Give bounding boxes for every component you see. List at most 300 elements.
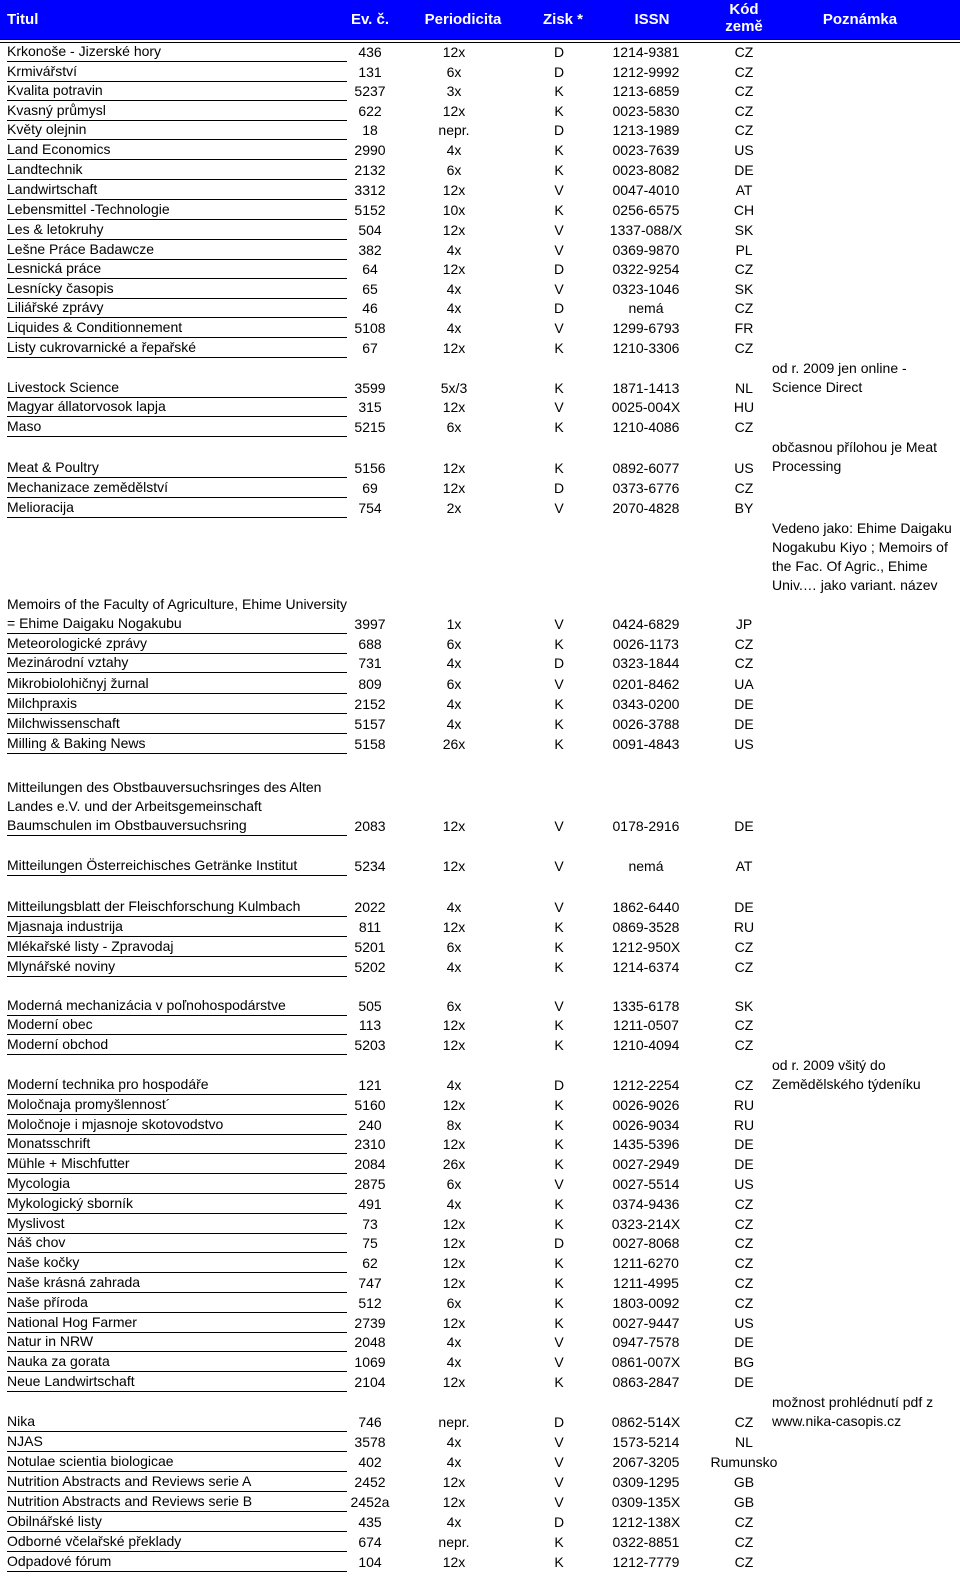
cell-ev-c: 73 bbox=[362, 1216, 378, 1232]
cell-periodicita: 4x bbox=[446, 655, 462, 671]
cell-ev-c: 2990 bbox=[354, 142, 386, 158]
cell-titul: Neue Landwirtschaft bbox=[7, 1372, 347, 1392]
cell-zisk: K bbox=[554, 380, 564, 396]
table-row bbox=[0, 1493, 960, 1513]
cell-zisk: K bbox=[554, 636, 564, 652]
cell-zisk: K bbox=[554, 1196, 564, 1212]
cell-issn: 1573-5214 bbox=[612, 1434, 680, 1450]
cell-periodicita: 6x bbox=[446, 162, 462, 178]
cell-ev-c: 113 bbox=[358, 1017, 382, 1033]
cell-periodicita: 5x/3 bbox=[440, 380, 468, 396]
cell-kod-zeme: CZ bbox=[734, 419, 754, 435]
table-row bbox=[0, 1215, 960, 1235]
cell-issn: 1299-6793 bbox=[612, 320, 680, 336]
table-row bbox=[0, 201, 960, 221]
cell-zisk: V bbox=[554, 858, 564, 874]
cell-periodicita: 6x bbox=[446, 1176, 462, 1192]
cell-issn: 0424-6829 bbox=[612, 616, 680, 632]
cell-zisk: V bbox=[554, 1176, 564, 1192]
table-row bbox=[0, 1433, 960, 1453]
cell-ev-c: 512 bbox=[358, 1295, 382, 1311]
cell-kod-zeme: RU bbox=[733, 1117, 755, 1133]
cell-ev-c: 2452 bbox=[354, 1474, 386, 1490]
cell-titul: Lesnická práce bbox=[7, 259, 347, 279]
cell-issn: 0256-6575 bbox=[612, 202, 680, 218]
table-row bbox=[0, 1453, 960, 1473]
cell-ev-c: 811 bbox=[358, 919, 382, 935]
cell-zisk: V bbox=[554, 1334, 564, 1350]
table-row bbox=[0, 44, 960, 63]
table-row bbox=[0, 1274, 960, 1294]
cell-ev-c: 5234 bbox=[354, 858, 386, 874]
cell-issn: 0026-9026 bbox=[612, 1097, 680, 1113]
cell-periodicita: 26x bbox=[442, 1156, 466, 1172]
cell-periodicita: 12x bbox=[442, 1017, 466, 1033]
cell-zisk: K bbox=[554, 162, 564, 178]
cell-zisk: D bbox=[553, 64, 565, 80]
cell-titul: Milchwissenschaft bbox=[7, 714, 347, 734]
cell-ev-c: 65 bbox=[362, 281, 378, 297]
cell-issn: 1335-6178 bbox=[612, 998, 680, 1014]
cell-zisk: K bbox=[554, 736, 564, 752]
cell-issn: 1212-2254 bbox=[612, 1077, 680, 1093]
cell-titul: Mlékařské listy - Zpravodaj bbox=[7, 937, 347, 957]
cell-titul: Květy olejnin bbox=[7, 120, 347, 140]
table-row bbox=[0, 499, 960, 519]
cell-ev-c: 731 bbox=[358, 655, 382, 671]
cell-issn: 1211-0507 bbox=[613, 1017, 679, 1033]
cell-zisk: K bbox=[554, 202, 564, 218]
cell-periodicita: 6x bbox=[446, 998, 462, 1014]
table-row bbox=[0, 1096, 960, 1116]
table-row bbox=[0, 635, 960, 655]
cell-kod-zeme: CZ bbox=[734, 64, 754, 80]
table-row bbox=[0, 300, 960, 319]
cell-zisk: V bbox=[554, 1454, 564, 1470]
cell-zisk: V bbox=[554, 818, 564, 834]
cell-issn: nemá bbox=[628, 858, 664, 874]
cell-poznamka: možnost prohlédnutí pdf z www.nika-casopis.cz bbox=[772, 1394, 934, 1429]
cell-ev-c: 64 bbox=[362, 261, 378, 277]
cell-kod-zeme: CZ bbox=[734, 1037, 754, 1053]
cell-issn: 0309-135X bbox=[611, 1494, 681, 1510]
cell-zisk: V bbox=[554, 242, 564, 258]
table-row bbox=[0, 1294, 960, 1314]
cell-ev-c: 3578 bbox=[354, 1434, 386, 1450]
cell-ev-c: 435 bbox=[358, 1514, 382, 1530]
cell-titul: Nutrition Abstracts and Reviews serie B bbox=[7, 1492, 347, 1512]
cell-zisk: D bbox=[553, 1077, 565, 1093]
cell-zisk: V bbox=[554, 500, 564, 516]
cell-issn: 1212-138X bbox=[611, 1514, 681, 1530]
cell-kod-zeme: NL bbox=[735, 1434, 753, 1450]
cell-ev-c: 5237 bbox=[354, 83, 386, 99]
cell-titul: Landwirtschaft bbox=[7, 180, 347, 200]
cell-ev-c: 5156 bbox=[354, 460, 386, 476]
cell-issn: 0026-9034 bbox=[612, 1117, 680, 1133]
header-poznamka: Poznámka bbox=[822, 11, 898, 28]
cell-titul: Mezinárodní vztahy bbox=[7, 653, 347, 673]
cell-titul: Naše krásná zahrada bbox=[7, 1273, 347, 1293]
cell-issn: 0323-1844 bbox=[612, 655, 680, 671]
cell-kod-zeme: CZ bbox=[734, 122, 754, 138]
cell-poznamka: občasnou přílohou je Meat Processing bbox=[772, 439, 937, 474]
cell-periodicita: 4x bbox=[446, 281, 462, 297]
cell-titul: Mlynářské noviny bbox=[7, 957, 347, 977]
cell-zisk: V bbox=[554, 1434, 564, 1450]
cell-ev-c: 62 bbox=[362, 1255, 378, 1271]
cell-zisk: V bbox=[554, 998, 564, 1014]
cell-titul: Liliářské zprávy bbox=[7, 298, 347, 318]
cell-titul: Land Economics bbox=[7, 140, 347, 160]
cell-kod-zeme: GB bbox=[733, 1494, 755, 1510]
cell-issn: 1213-6859 bbox=[612, 83, 680, 99]
cell-kod-zeme: US bbox=[734, 736, 754, 752]
cell-ev-c: 315 bbox=[358, 399, 382, 415]
cell-periodicita: 6x bbox=[446, 676, 462, 692]
cell-periodicita: 12x bbox=[442, 480, 466, 496]
cell-periodicita: 12x bbox=[442, 818, 466, 834]
cell-titul: Monatsschrift bbox=[7, 1134, 347, 1154]
cell-periodicita: 4x bbox=[446, 142, 462, 158]
cell-issn: 0869-3528 bbox=[612, 919, 680, 935]
cell-periodicita: 4x bbox=[446, 959, 462, 975]
cell-ev-c: 75 bbox=[362, 1235, 378, 1251]
cell-titul: Moločnaja promyšlennost´ bbox=[7, 1095, 347, 1115]
cell-poznamka: Vedeno jako: Ehime Daigaku Nogakubu Kiyo ; Memoirs of the Fac. Of Agric., Ehime Univ.… jako variant. název bbox=[772, 520, 952, 593]
cell-kod-zeme: CZ bbox=[734, 1514, 754, 1530]
cell-issn: 0373-6776 bbox=[612, 480, 680, 496]
cell-kod-zeme: CZ bbox=[734, 1275, 754, 1291]
cell-periodicita: 4x bbox=[446, 1196, 462, 1212]
cell-kod-zeme: CH bbox=[733, 202, 755, 218]
cell-titul: Lebensmittel -Technologie bbox=[7, 200, 347, 220]
cell-kod-zeme: UA bbox=[734, 676, 754, 692]
cell-periodicita: 3x bbox=[446, 83, 462, 99]
cell-issn: 2070-4828 bbox=[612, 500, 680, 516]
cell-titul: Livestock Science bbox=[7, 378, 347, 398]
cell-zisk: D bbox=[553, 122, 565, 138]
cell-kod-zeme: CZ bbox=[734, 83, 754, 99]
table-row bbox=[0, 221, 960, 241]
cell-kod-zeme: CZ bbox=[734, 261, 754, 277]
cell-zisk: K bbox=[554, 340, 564, 356]
table-row bbox=[0, 141, 960, 161]
cell-kod-zeme: CZ bbox=[734, 1017, 754, 1033]
cell-periodicita: 12x bbox=[442, 1216, 466, 1232]
cell-issn: 0947-7578 bbox=[612, 1334, 680, 1350]
cell-periodicita: 6x bbox=[446, 939, 462, 955]
table-row bbox=[0, 978, 960, 1017]
cell-periodicita: 4x bbox=[446, 1354, 462, 1370]
cell-kod-zeme: CZ bbox=[734, 655, 754, 671]
cell-titul: Mycologia bbox=[7, 1174, 347, 1194]
table-row bbox=[0, 241, 960, 261]
table-row bbox=[0, 1056, 960, 1096]
cell-kod-zeme: US bbox=[734, 1176, 754, 1192]
table-row bbox=[0, 261, 960, 280]
cell-zisk: V bbox=[554, 616, 564, 632]
cell-ev-c: 5203 bbox=[354, 1037, 386, 1053]
cell-zisk: D bbox=[553, 261, 565, 277]
cell-kod-zeme: DE bbox=[734, 162, 754, 178]
cell-issn: 2067-3205 bbox=[612, 1454, 680, 1470]
cell-periodicita: 2x bbox=[446, 500, 462, 516]
cell-zisk: V bbox=[554, 1354, 564, 1370]
cell-kod-zeme: SK bbox=[734, 222, 754, 238]
cell-ev-c: 382 bbox=[358, 242, 382, 258]
table-row bbox=[0, 339, 960, 359]
cell-titul: Meteorologické zprávy bbox=[7, 634, 347, 654]
header-kod: Kód země bbox=[725, 1, 763, 35]
cell-periodicita: 12x bbox=[442, 1554, 466, 1570]
cell-kod-zeme: CZ bbox=[734, 1295, 754, 1311]
cell-titul: Memoirs of the Faculty of Agriculture, Ehime University = Ehime Daigaku Nogakubu bbox=[7, 595, 347, 634]
cell-zisk: K bbox=[554, 1117, 564, 1133]
cell-issn: 1214-6374 bbox=[612, 959, 680, 975]
header-issn: ISSN bbox=[634, 11, 670, 28]
cell-ev-c: 491 bbox=[358, 1196, 382, 1212]
cell-kod-zeme: PL bbox=[735, 242, 753, 258]
cell-periodicita: 12x bbox=[442, 261, 466, 277]
cell-zisk: K bbox=[554, 1374, 564, 1390]
cell-kod-zeme: CZ bbox=[734, 44, 754, 60]
cell-kod-zeme: DE bbox=[734, 818, 754, 834]
cell-kod-zeme: Rumunsko bbox=[710, 1454, 778, 1470]
cell-ev-c: 2739 bbox=[354, 1315, 386, 1331]
cell-titul: Mitteilungen Österreichisches Getränke Institut bbox=[7, 856, 347, 876]
cell-periodicita: 4x bbox=[446, 300, 462, 316]
cell-periodicita: 12x bbox=[442, 44, 466, 60]
cell-periodicita: 4x bbox=[446, 696, 462, 712]
cell-titul: Kvalita potravin bbox=[7, 81, 347, 101]
cell-issn: 1210-4094 bbox=[612, 1037, 680, 1053]
table-row bbox=[0, 1393, 960, 1433]
cell-ev-c: 5157 bbox=[354, 716, 386, 732]
cell-titul: NJAS bbox=[7, 1432, 347, 1452]
cell-titul: Nauka za gorata bbox=[7, 1352, 347, 1372]
cell-issn: 0369-9870 bbox=[612, 242, 680, 258]
cell-periodicita: 4x bbox=[446, 1454, 462, 1470]
cell-periodicita: 12x bbox=[442, 1136, 466, 1152]
cell-kod-zeme: FR bbox=[734, 320, 754, 336]
cell-issn: 1212-950X bbox=[611, 939, 681, 955]
cell-periodicita: 12x bbox=[442, 1255, 466, 1271]
table-row bbox=[0, 1254, 960, 1274]
cell-zisk: V bbox=[554, 1494, 564, 1510]
cell-kod-zeme: CZ bbox=[734, 1554, 754, 1570]
cell-titul: Landtechnik bbox=[7, 160, 347, 180]
cell-issn: 1210-4086 bbox=[612, 419, 680, 435]
cell-zisk: K bbox=[554, 716, 564, 732]
table-row bbox=[0, 918, 960, 938]
cell-kod-zeme: CZ bbox=[734, 939, 754, 955]
cell-titul: Krkonoše - Jizerské hory bbox=[7, 42, 347, 62]
cell-titul: Mitteilungsblatt der Fleischforschung Kulmbach bbox=[7, 897, 347, 917]
cell-periodicita: 4x bbox=[446, 1434, 462, 1450]
cell-titul: Moderná mechanizácia v poľnohospodárstve bbox=[7, 996, 347, 1016]
table-row bbox=[0, 1155, 960, 1175]
cell-ev-c: 3312 bbox=[354, 182, 386, 198]
cell-zisk: K bbox=[554, 939, 564, 955]
cell-kod-zeme: DE bbox=[734, 1156, 754, 1172]
table-row bbox=[0, 695, 960, 715]
cell-zisk: K bbox=[554, 1017, 564, 1033]
cell-kod-zeme: RU bbox=[733, 1097, 755, 1113]
cell-periodicita: nepr. bbox=[438, 1414, 470, 1430]
cell-periodicita: 6x bbox=[446, 636, 462, 652]
cell-issn: 1214-9381 bbox=[612, 44, 680, 60]
cell-kod-zeme: DE bbox=[734, 696, 754, 712]
cell-issn: 0091-4843 bbox=[612, 736, 680, 752]
cell-zisk: K bbox=[554, 1216, 564, 1232]
cell-zisk: V bbox=[554, 182, 564, 198]
cell-zisk: D bbox=[553, 1235, 565, 1251]
cell-ev-c: 1069 bbox=[354, 1354, 386, 1370]
cell-titul: Mjasnaja industrija bbox=[7, 917, 347, 937]
cell-zisk: K bbox=[554, 103, 564, 119]
cell-zisk: K bbox=[554, 1554, 564, 1570]
cell-issn: 1211-6270 bbox=[613, 1255, 679, 1271]
cell-periodicita: 8x bbox=[446, 1117, 462, 1133]
cell-ev-c: 131 bbox=[358, 64, 382, 80]
cell-issn: 0023-7639 bbox=[612, 142, 680, 158]
cell-titul: Natur in NRW bbox=[7, 1332, 347, 1352]
cell-titul: Moločnoje i mjasnoje skotovodstvo bbox=[7, 1115, 347, 1135]
cell-kod-zeme: AT bbox=[735, 858, 753, 874]
table-row bbox=[0, 280, 960, 300]
cell-ev-c: 2084 bbox=[354, 1156, 386, 1172]
cell-periodicita: 4x bbox=[446, 1514, 462, 1530]
cell-periodicita: 12x bbox=[442, 103, 466, 119]
cell-issn: nemá bbox=[628, 300, 664, 316]
cell-kod-zeme: DE bbox=[734, 1374, 754, 1390]
cell-periodicita: 26x bbox=[442, 736, 466, 752]
cell-titul: Naše příroda bbox=[7, 1293, 347, 1313]
cell-titul: Maso bbox=[7, 417, 347, 437]
cell-issn: 0027-2949 bbox=[612, 1156, 680, 1172]
cell-periodicita: 12x bbox=[442, 1474, 466, 1490]
cell-issn: 0322-8851 bbox=[612, 1534, 680, 1550]
cell-zisk: V bbox=[554, 281, 564, 297]
cell-zisk: D bbox=[553, 300, 565, 316]
cell-issn: 1337-088/X bbox=[609, 222, 683, 238]
cell-periodicita: 12x bbox=[442, 222, 466, 238]
cell-kod-zeme: CZ bbox=[734, 636, 754, 652]
table-row bbox=[0, 715, 960, 735]
table-row bbox=[0, 122, 960, 141]
cell-periodicita: 4x bbox=[446, 1077, 462, 1093]
cell-zisk: D bbox=[553, 1514, 565, 1530]
cell-ev-c: 747 bbox=[358, 1275, 382, 1291]
cell-kod-zeme: DE bbox=[734, 1136, 754, 1152]
cell-ev-c: 240 bbox=[358, 1117, 382, 1133]
cell-ev-c: 5215 bbox=[354, 419, 386, 435]
table-row bbox=[0, 755, 960, 837]
table-row bbox=[0, 1353, 960, 1373]
cell-issn: 0862-514X bbox=[611, 1414, 681, 1430]
cell-titul: Moderní obchod bbox=[7, 1035, 347, 1055]
cell-periodicita: 12x bbox=[442, 1374, 466, 1390]
cell-kod-zeme: GB bbox=[733, 1474, 755, 1490]
cell-issn: 1211-4995 bbox=[613, 1275, 679, 1291]
table-row bbox=[0, 1175, 960, 1195]
cell-periodicita: 12x bbox=[442, 182, 466, 198]
cell-zisk: V bbox=[554, 1474, 564, 1490]
cell-kod-zeme: JP bbox=[735, 616, 753, 632]
cell-ev-c: 5201 bbox=[354, 939, 386, 955]
cell-kod-zeme: HU bbox=[733, 399, 755, 415]
cell-periodicita: 12x bbox=[442, 919, 466, 935]
cell-kod-zeme: SK bbox=[734, 998, 754, 1014]
table-row bbox=[0, 1373, 960, 1393]
cell-zisk: V bbox=[554, 222, 564, 238]
cell-issn: 1212-7779 bbox=[612, 1554, 680, 1570]
cell-issn: 0047-4010 bbox=[612, 182, 680, 198]
header-periodicita: Periodicita bbox=[424, 11, 502, 28]
cell-issn: 0178-2916 bbox=[612, 818, 680, 834]
cell-kod-zeme: BY bbox=[734, 500, 754, 516]
table-row bbox=[0, 319, 960, 339]
cell-periodicita: 12x bbox=[442, 340, 466, 356]
cell-ev-c: 2310 bbox=[354, 1136, 386, 1152]
cell-ev-c: 5202 bbox=[354, 959, 386, 975]
cell-zisk: V bbox=[554, 399, 564, 415]
cell-ev-c: 746 bbox=[358, 1414, 382, 1430]
cell-periodicita: 12x bbox=[442, 1235, 466, 1251]
cell-kod-zeme: CZ bbox=[734, 1216, 754, 1232]
table-row bbox=[0, 735, 960, 755]
cell-ev-c: 2875 bbox=[354, 1176, 386, 1192]
table-row bbox=[0, 655, 960, 674]
cell-periodicita: 4x bbox=[446, 242, 462, 258]
cell-titul: Meat & Poultry bbox=[7, 458, 347, 478]
cell-periodicita: 6x bbox=[446, 1295, 462, 1311]
cell-ev-c: 622 bbox=[358, 103, 382, 119]
table-row bbox=[0, 674, 960, 695]
cell-kod-zeme: US bbox=[734, 1315, 754, 1331]
cell-titul: Lesnícky časopis bbox=[7, 279, 347, 299]
cell-periodicita: 4x bbox=[446, 1334, 462, 1350]
cell-titul: Kvasný průmysl bbox=[7, 101, 347, 121]
cell-zisk: K bbox=[554, 1295, 564, 1311]
cell-ev-c: 3997 bbox=[354, 616, 386, 632]
cell-ev-c: 2048 bbox=[354, 1334, 386, 1350]
cell-titul: Krmivářství bbox=[7, 62, 347, 82]
cell-ev-c: 2152 bbox=[354, 696, 386, 712]
table-row bbox=[0, 1314, 960, 1334]
cell-periodicita: 6x bbox=[446, 419, 462, 435]
cell-ev-c: 5158 bbox=[354, 736, 386, 752]
cell-issn: 0201-8462 bbox=[612, 676, 680, 692]
cell-titul: Milling & Baking News bbox=[7, 734, 347, 754]
table-row bbox=[0, 63, 960, 83]
cell-zisk: D bbox=[553, 44, 565, 60]
cell-issn: 0374-9436 bbox=[612, 1196, 680, 1212]
table-row bbox=[0, 1136, 960, 1155]
cell-poznamka: od r. 2009 jen online - Science Direct bbox=[772, 360, 907, 395]
table-row bbox=[0, 877, 960, 918]
cell-kod-zeme: DE bbox=[734, 1334, 754, 1350]
cell-periodicita: 12x bbox=[442, 1037, 466, 1053]
cell-kod-zeme: CZ bbox=[734, 300, 754, 316]
table-row bbox=[0, 1553, 960, 1573]
cell-zisk: K bbox=[554, 1275, 564, 1291]
cell-zisk: K bbox=[554, 1097, 564, 1113]
cell-issn: 0026-1173 bbox=[613, 636, 679, 652]
cell-titul: Moderní technika pro hospodáře bbox=[7, 1075, 347, 1095]
cell-issn: 1213-1989 bbox=[612, 122, 680, 138]
